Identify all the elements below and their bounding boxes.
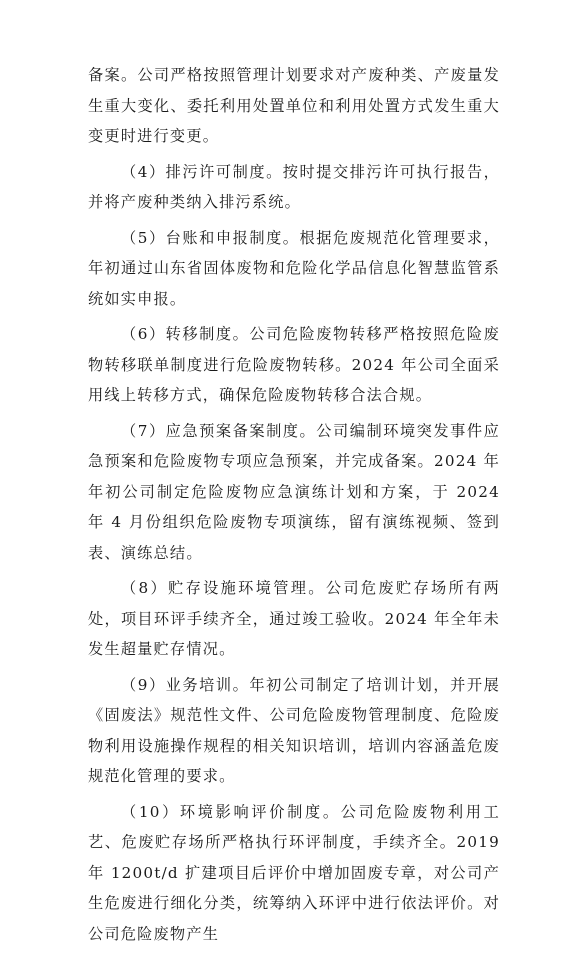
paragraph-emergency-plan: （7）应急预案备案制度。公司编制环境突发事件应急预案和危险废物专项应急预案，并完成备案。2024 年年初公司制定危险废物应急演练计划和方案，于 2024 年 4 月份组织危险废物专项演练，留有演练视频、签到表、演练总结。 [88,421,500,562]
paragraph-discharge-permit: （4）排污许可制度。按时提交排污许可执行报告，并将产废种类纳入排污系统。 [88,162,500,211]
document-page [88,60,500,954]
paragraph-transfer-system: （6）转移制度。公司危险废物转移严格按照危险废物转移联单制度进行危险废物转移。2024 年公司全面采用线上转移方式，确保危险废物转移合法合规。 [88,325,500,404]
paragraph-eia-system: （10）环境影响评价制度。公司危险废物利用工艺、危废贮存场所严格执行环评制度，手续齐全。2019 年 1200t/d 扩建项目后评价中增加固废专章，对公司产生危废进行细化分类，统筹纳入环评中进行依法评价。对公司危险废物产生 [88,802,500,943]
paragraph-training: （9）业务培训。年初公司制定了培训计划，并开展《固废法》规范性文件、公司危险废物管理制度、危险废物利用设施操作规程的相关知识培训，培训内容涵盖危废规范化管理的要求。 [88,675,500,785]
paragraph-ledger-declaration: （5）台账和申报制度。根据危废规范化管理要求，年初通过山东省固体废物和危险化学品信息化智慧监管系统如实申报。 [88,228,500,308]
paragraph-continuation: 备案。公司严格按照管理计划要求对产废种类、产废量发生重大变化、委托利用处置单位和利用处置方式发生重大变更时进行变更。 [88,66,500,145]
paragraph-storage-management: （8）贮存设施环境管理。公司危废贮存场所有两处，项目环评手续齐全，通过竣工验收。2024 年全年未发生超量贮存情况。 [88,579,500,658]
